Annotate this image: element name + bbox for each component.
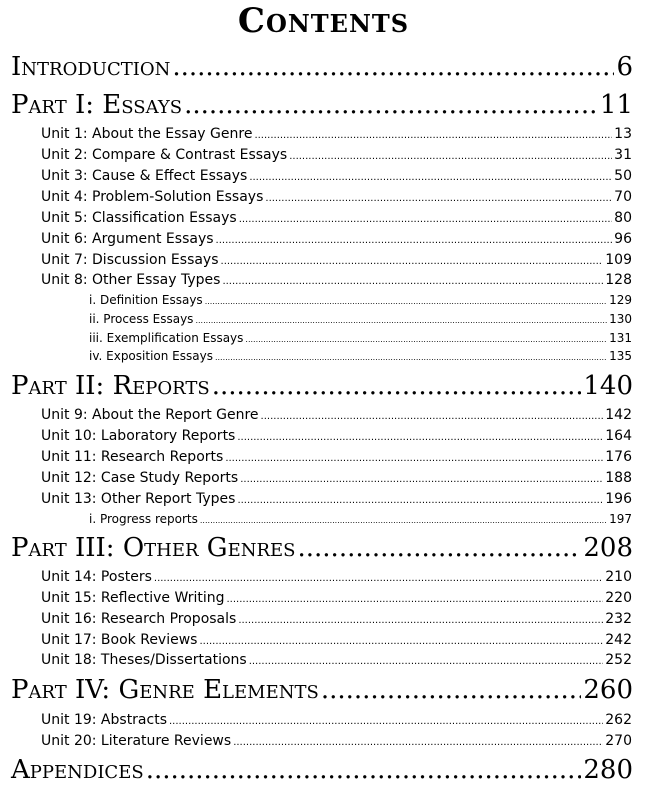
toc-entry-label: Unit 16: Research Proposals <box>41 611 237 627</box>
toc-subentry[interactable] <box>89 310 632 329</box>
toc-page-number: 270 <box>605 733 632 749</box>
toc-page-number: 6 <box>616 52 633 82</box>
toc-page-number: 13 <box>614 126 632 142</box>
toc-part-entry[interactable] <box>11 88 633 122</box>
toc-unit-entry[interactable] <box>41 145 632 165</box>
toc-page-number: 280 <box>583 755 633 785</box>
toc-entry-label: Unit 10: Laboratory Reports <box>41 428 236 444</box>
dot-leader <box>254 126 612 146</box>
toc-entry-label: Unit 11: Research Reports <box>41 449 224 465</box>
toc-part-entry[interactable] <box>11 50 633 84</box>
toc-entry-label: ii. Process Essays <box>89 312 194 326</box>
dot-leader <box>169 712 603 732</box>
dot-leader <box>216 231 613 251</box>
toc-unit-entry[interactable] <box>41 270 632 290</box>
dot-leader <box>154 569 603 589</box>
dot-leader <box>289 147 612 167</box>
toc-entry-label: Unit 15: Reflective Writing <box>41 590 225 606</box>
toc-page-number: 164 <box>605 428 632 444</box>
toc-page-number: 188 <box>605 470 632 486</box>
toc-part-entry[interactable] <box>11 753 633 787</box>
toc-entry-label: Unit 9: About the Report Genre <box>41 407 259 423</box>
toc-page-number: 140 <box>583 371 633 401</box>
dot-leader <box>212 369 582 403</box>
dot-leader <box>239 210 612 230</box>
toc-unit-entry[interactable] <box>41 731 632 751</box>
toc-page-number: 11 <box>599 90 633 120</box>
toc-entry-label: Unit 13: Other Report Types <box>41 491 236 507</box>
toc-entry-label: Unit 20: Literature Reviews <box>41 733 232 749</box>
dot-leader <box>321 673 582 707</box>
toc-unit-entry[interactable] <box>41 567 632 587</box>
toc-unit-entry[interactable] <box>41 630 632 650</box>
toc-unit-entry[interactable] <box>41 609 632 629</box>
dot-leader <box>227 590 604 610</box>
dot-leader <box>238 611 603 631</box>
dot-leader <box>249 652 604 672</box>
toc-unit-entry[interactable] <box>41 166 632 186</box>
toc-page-number: 262 <box>605 712 632 728</box>
toc-subentry[interactable] <box>89 329 632 348</box>
toc-entry-label: Unit 12: Case Study Reports <box>41 470 239 486</box>
toc-entry-label: Unit 4: Problem-Solution Essays <box>41 189 264 205</box>
dot-leader <box>249 168 612 188</box>
toc-entry-label: Introduction <box>11 52 171 82</box>
toc-page-number: 220 <box>605 590 632 606</box>
toc-entry-label: i. Progress reports <box>89 512 198 526</box>
dot-leader <box>195 311 607 330</box>
toc-entry-label: Unit 19: Abstracts <box>41 712 167 728</box>
dot-leader <box>184 88 598 122</box>
dot-leader <box>221 252 604 272</box>
toc-entry-label: Part IV: Genre Elements <box>11 675 319 705</box>
toc-part-entry[interactable] <box>11 673 633 707</box>
toc-entry-label: i. Definition Essays <box>89 293 203 307</box>
toc-unit-entry[interactable] <box>41 208 632 228</box>
toc-entry-label: iii. Exemplification Essays <box>89 331 244 345</box>
toc-page-number: 242 <box>605 632 632 648</box>
toc-part-entry[interactable] <box>11 369 633 403</box>
toc-page-number: 129 <box>609 293 632 307</box>
toc-page-number: 128 <box>605 272 632 288</box>
toc-page-number: 208 <box>583 533 633 563</box>
toc-unit-entry[interactable] <box>41 250 632 270</box>
dot-leader <box>146 753 582 787</box>
dot-leader <box>172 50 614 84</box>
dot-leader <box>205 292 607 311</box>
toc-unit-entry[interactable] <box>41 489 632 509</box>
dot-leader <box>237 491 603 511</box>
toc-subentry[interactable] <box>89 291 632 310</box>
dot-leader <box>233 733 603 753</box>
toc-unit-entry[interactable] <box>41 710 632 730</box>
page-title: Contents <box>237 1 410 41</box>
dot-leader <box>261 407 604 427</box>
toc-page-number: 260 <box>583 675 633 705</box>
toc-entry-label: Unit 5: Classification Essays <box>41 210 237 226</box>
dot-leader <box>298 531 582 565</box>
toc-unit-entry[interactable] <box>41 468 632 488</box>
toc-page-number: 80 <box>614 210 632 226</box>
dot-leader <box>240 470 603 490</box>
toc-unit-entry[interactable] <box>41 588 632 608</box>
toc-page-number: 130 <box>609 312 632 326</box>
toc-unit-entry[interactable] <box>41 229 632 249</box>
toc-unit-entry[interactable] <box>41 124 632 144</box>
toc-page-number: 142 <box>605 407 632 423</box>
toc-subentry[interactable] <box>89 510 632 529</box>
toc-page-number: 232 <box>605 611 632 627</box>
toc-page-number: 70 <box>614 189 632 205</box>
toc-page-number: 109 <box>605 252 632 268</box>
toc-entry-label: Unit 2: Compare & Contrast Essays <box>41 147 288 163</box>
toc-entry-label: Unit 14: Posters <box>41 569 152 585</box>
toc-unit-entry[interactable] <box>41 187 632 207</box>
dot-leader <box>199 632 603 652</box>
toc-page-number: 197 <box>609 512 632 526</box>
toc-entry-label: Unit 6: Argument Essays <box>41 231 214 247</box>
toc-page-number: 31 <box>614 147 632 163</box>
dot-leader <box>222 272 603 292</box>
dot-leader <box>215 348 607 367</box>
toc-page-number: 196 <box>605 491 632 507</box>
dot-leader <box>265 189 612 209</box>
toc-page-number: 176 <box>605 449 632 465</box>
toc-entry-label: iv. Exposition Essays <box>89 349 213 363</box>
toc-entry-label: Appendices <box>11 755 144 785</box>
toc-entry-label: Unit 3: Cause & Effect Essays <box>41 168 248 184</box>
toc-unit-entry[interactable] <box>41 426 632 446</box>
toc-page-number: 210 <box>605 569 632 585</box>
toc-entry-label: Part III: Other Genres <box>11 533 296 563</box>
toc-unit-entry[interactable] <box>41 405 632 425</box>
toc-entry-label: Part I: Essays <box>11 90 183 120</box>
toc-page-number: 96 <box>614 231 632 247</box>
toc-entry-label: Part II: Reports <box>11 371 210 401</box>
toc-page-number: 50 <box>614 168 632 184</box>
toc-page-number: 131 <box>609 331 632 345</box>
toc-entry-label: Unit 7: Discussion Essays <box>41 252 219 268</box>
dot-leader <box>237 428 603 448</box>
toc-page-number: 252 <box>605 652 632 668</box>
toc-entry-label: Unit 8: Other Essay Types <box>41 272 221 288</box>
toc-entry-label: Unit 18: Theses/Dissertations <box>41 652 247 668</box>
toc-entry-label: Unit 1: About the Essay Genre <box>41 126 253 142</box>
toc-unit-entry[interactable] <box>41 447 632 467</box>
toc-unit-entry[interactable] <box>41 650 632 670</box>
dot-leader <box>225 449 603 469</box>
dot-leader <box>200 511 607 530</box>
toc-subentry[interactable] <box>89 347 632 366</box>
toc-entry-label: Unit 17: Book Reviews <box>41 632 198 648</box>
toc-part-entry[interactable] <box>11 531 633 565</box>
toc-page-number: 135 <box>609 349 632 363</box>
